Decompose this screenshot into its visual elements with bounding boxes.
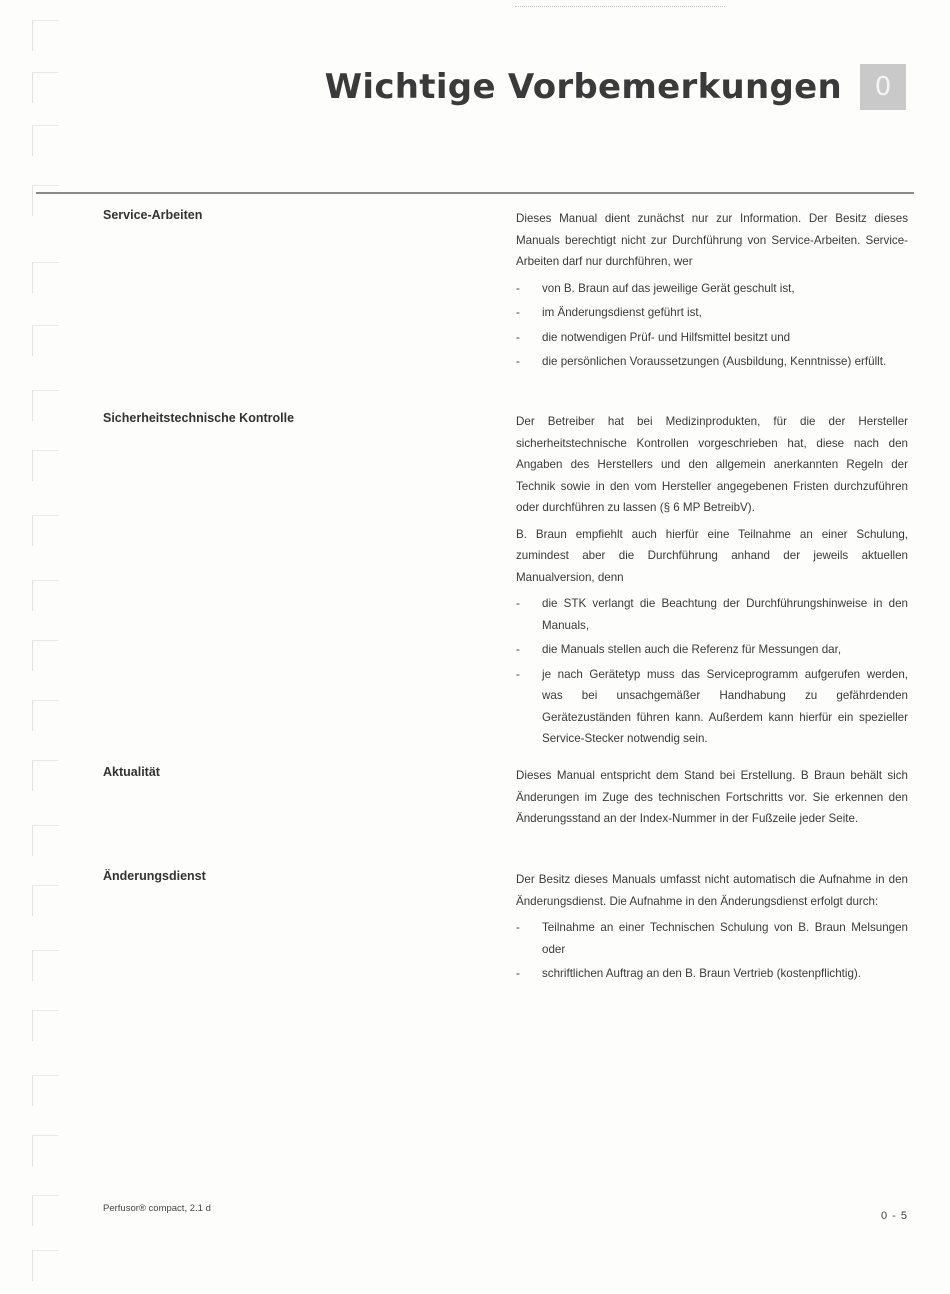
list-item: - von B. Braun auf das jeweilige Gerät geschult ist, (516, 281, 795, 295)
list-item: - die STK verlangt die Beachtung der Durchführungshinweise in den Manuals, (516, 597, 908, 632)
paragraph: Dieses Manual entspricht dem Stand bei Erstellung. B Braun behält sich Änderungen im Zuge des technischen Fortschritts vor. Sie erkennen den Änderungsstand an der Index-Nummer in der Fußzeile jeder Seite. (516, 769, 908, 825)
list-item: - die persönlichen Voraussetzungen (Ausbildung, Kenntnisse) erfüllt. (516, 355, 887, 368)
footer-document-id: Perfusor® compact, 2.1 d (103, 1203, 211, 1214)
list-item: - die Manuals stellen auch die Referenz für Messungen dar, (516, 643, 842, 656)
bullet-list (516, 917, 908, 985)
page-title: Wichtige Vorbemerkungen (324, 67, 842, 107)
paragraph: Der Betreiber hat bei Medizinprodukten, für die der Hersteller sicherheitstechnische Kontrollen vorgeschrieben hat, diese nach den Angaben des Herstellers und den allgemein anerkannten Regeln der Technik sowie in den vom Hersteller angegebenen Fristen durchzuführen oder durchführen zu lassen (§ 6 MP BetreibV). (516, 415, 908, 514)
section-body (516, 869, 908, 988)
bullet-list (516, 593, 908, 750)
list-item: - je nach Gerätetyp muss das Serviceprogramm aufgerufen werden, was bei unsachgemäßer Handhabung zu gefährdenden Gerätezuständen führen kann. Außerdem kann hierfür ein spezieller Service-Stecker notwendig sein. (516, 667, 908, 745)
paragraph: Der Besitz dieses Manuals umfasst nicht automatisch die Aufnahme in den Änderungsdienst. Die Aufnahme in den Änderungsdienst erfolgt durch: (516, 873, 908, 908)
section-heading: Sicherheitstechnische Kontrolle (103, 411, 295, 425)
list-item: - im Änderungsdienst geführt ist, (516, 306, 702, 319)
footer-page-number: 0 - 5 (880, 1210, 908, 1222)
chapter-badge: 0 (860, 64, 906, 110)
section-body (516, 208, 908, 376)
section-heading: Änderungsdienst (103, 869, 206, 883)
header-divider (36, 192, 914, 194)
paragraph: B. Braun empfiehlt auch hierfür eine Teilnahme an einer Schulung, zumindest aber die Durchführung anhand der jeweils aktuellen Manualversion, denn (516, 527, 908, 584)
section-body (516, 411, 908, 753)
paragraph: Dieses Manual dient zunächst nur zur Information. Der Besitz dieses Manuals berechtigt nicht zur Durchführung von Service-Arbeiten. Service-Arbeiten darf nur durchführen, wer (516, 212, 908, 268)
scan-artifact (515, 6, 725, 8)
page-header (325, 64, 906, 110)
list-item: - schriftlichen Auftrag an den B. Braun Vertrieb (kostenpflichtig). (516, 967, 861, 980)
list-item: - Teilnahme an einer Technischen Schulung von B. Braun Melsungen oder (516, 921, 908, 956)
bullet-list (516, 278, 908, 373)
list-item: - die notwendigen Prüf- und Hilfsmittel besitzt und (516, 330, 791, 344)
section-heading: Service-Arbeiten (103, 208, 203, 222)
section-heading: Aktualität (103, 765, 160, 779)
section-body (516, 765, 908, 835)
